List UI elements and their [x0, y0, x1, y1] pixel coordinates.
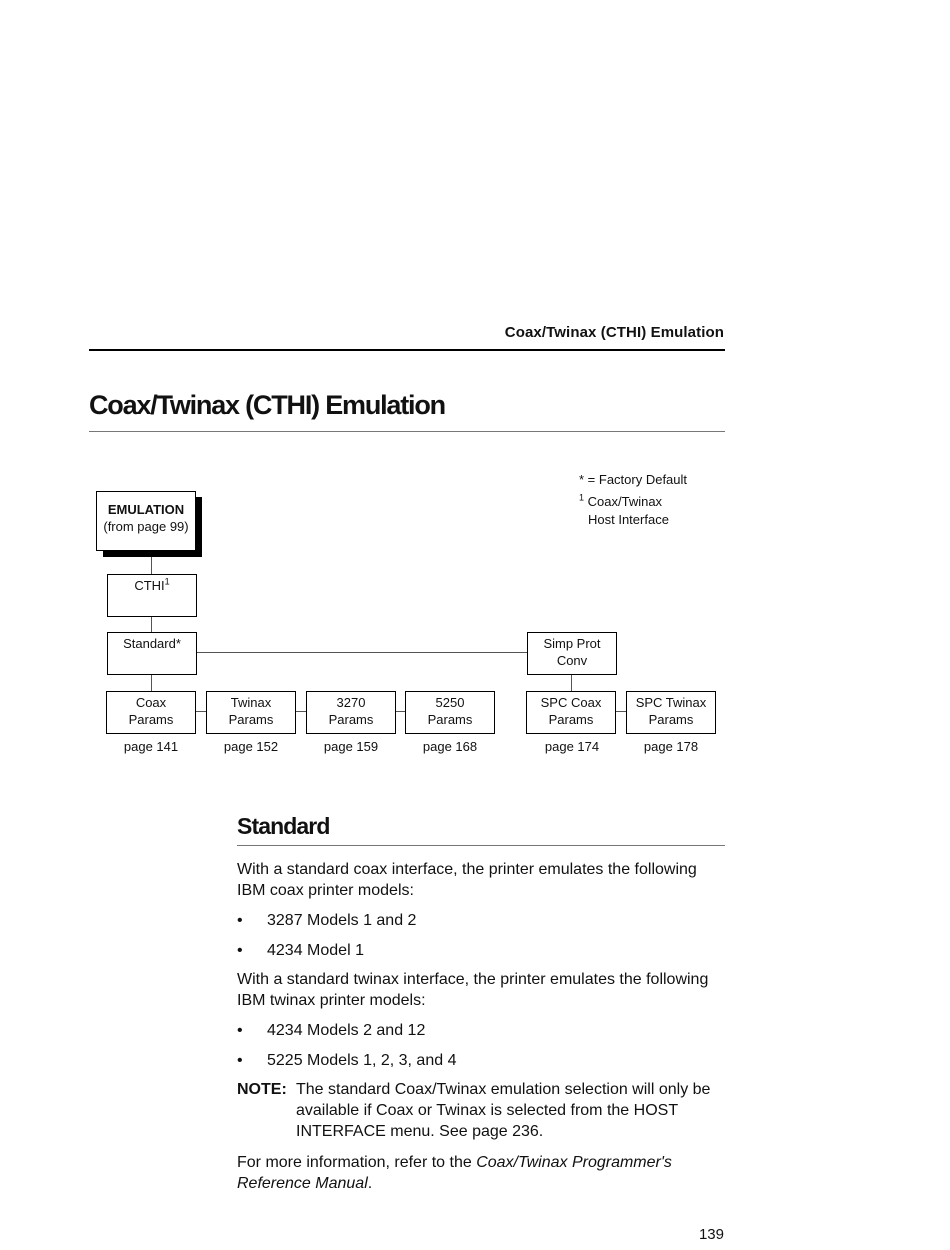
emulation-box [96, 491, 196, 551]
params-3270-page: page 159 [323, 739, 379, 754]
params-5250-line1: 5250 [435, 695, 465, 710]
twinax-params-line1: Twinax [230, 695, 272, 710]
paragraph-coax: With a standard coax interface, the printer emulates the following IBM coax printer models: [237, 861, 697, 899]
note-label: NOTE: [237, 1081, 287, 1098]
params-3270-line1: 3270 [336, 695, 366, 710]
connector-3270-5250 [396, 711, 405, 712]
params-5250-page: page 168 [422, 739, 478, 754]
page-number: 139 [698, 1226, 724, 1243]
spc-twinax-page: page 178 [643, 739, 699, 754]
bullet-glyph: • [237, 1052, 243, 1069]
legend-footnote [579, 493, 669, 529]
connector-cthi-standard [151, 616, 152, 632]
legend-footnote-line2: Host Interface [588, 512, 669, 527]
spc-twinax-line1: SPC Twinax [635, 695, 707, 710]
params-5250-box [405, 691, 495, 734]
manual-title: Coax/Twinax Programmer's Reference Manual [237, 1154, 672, 1192]
spc-coax-params-box [526, 691, 616, 734]
connector-standard-simp [196, 652, 527, 653]
bullet-glyph: • [237, 942, 243, 959]
section-rule [237, 845, 725, 846]
legend-footnote-line1: Coax/Twinax [587, 494, 663, 509]
bullet-text: 4234 Models 2 and 12 [267, 1022, 426, 1039]
bullet-text: 3287 Models 1 and 2 [267, 912, 417, 929]
simp-prot-conv-box [527, 632, 617, 675]
running-header: Coax/Twinax (CTHI) Emulation [504, 324, 724, 341]
params-3270-box [306, 691, 396, 734]
connector-spccoax-spctwinax [616, 711, 626, 712]
connector-twinax-3270 [296, 711, 306, 712]
twinax-params-box [206, 691, 296, 734]
spc-coax-page: page 174 [544, 739, 600, 754]
paragraph-more-info [237, 1152, 729, 1194]
coax-params-line2: Params [128, 712, 174, 727]
params-3270-line2: Params [328, 712, 374, 727]
cthi-box [107, 574, 197, 617]
legend-factory-default: * = Factory Default [579, 472, 688, 487]
twinax-params-page: page 152 [223, 739, 279, 754]
coax-params-line1: Coax [135, 695, 167, 710]
simp-prot-line1: Simp Prot [543, 636, 601, 651]
legend-footnote-mark: 1 [579, 492, 585, 503]
connector-standard-coax [151, 674, 152, 691]
bullet-text: 5225 Models 1, 2, 3, and 4 [267, 1052, 457, 1069]
bullet-glyph: • [237, 912, 243, 929]
paragraph-twinax: With a standard twinax interface, the printer emulates the following IBM twinax printer models: [237, 971, 709, 1009]
coax-params-box [106, 691, 196, 734]
note-text: The standard Coax/Twinax emulation selection will only be available if Coax or Twinax is selected from the HOST INTERFACE menu. See page 236. [296, 1081, 711, 1140]
connector-coax-twinax [196, 711, 206, 712]
more-info-prefix: For more information, refer to the [237, 1154, 477, 1171]
twinax-params-line2: Params [228, 712, 274, 727]
coax-params-page: page 141 [123, 739, 179, 754]
spc-coax-line2: Params [548, 712, 594, 727]
cthi-box-label: CTHI [134, 578, 165, 593]
more-info-suffix: . [367, 1175, 373, 1192]
spc-twinax-line2: Params [648, 712, 694, 727]
emulation-box-line1: EMULATION [107, 502, 185, 517]
standard-box-label: Standard* [123, 636, 181, 651]
spc-twinax-params-box [626, 691, 716, 734]
standard-box [107, 632, 197, 675]
page-title: Coax/Twinax (CTHI) Emulation [89, 390, 445, 420]
spc-coax-line1: SPC Coax [540, 695, 602, 710]
bullet-glyph: • [237, 1022, 243, 1039]
section-title: Standard [237, 813, 330, 839]
cthi-box-sup: 1 [164, 576, 170, 587]
connector-simp-spccoax [571, 674, 572, 691]
simp-prot-line2: Conv [556, 653, 588, 668]
emulation-box-line2: (from page 99) [103, 519, 189, 534]
bullet-text: 4234 Model 1 [267, 942, 364, 959]
params-5250-line2: Params [427, 712, 473, 727]
